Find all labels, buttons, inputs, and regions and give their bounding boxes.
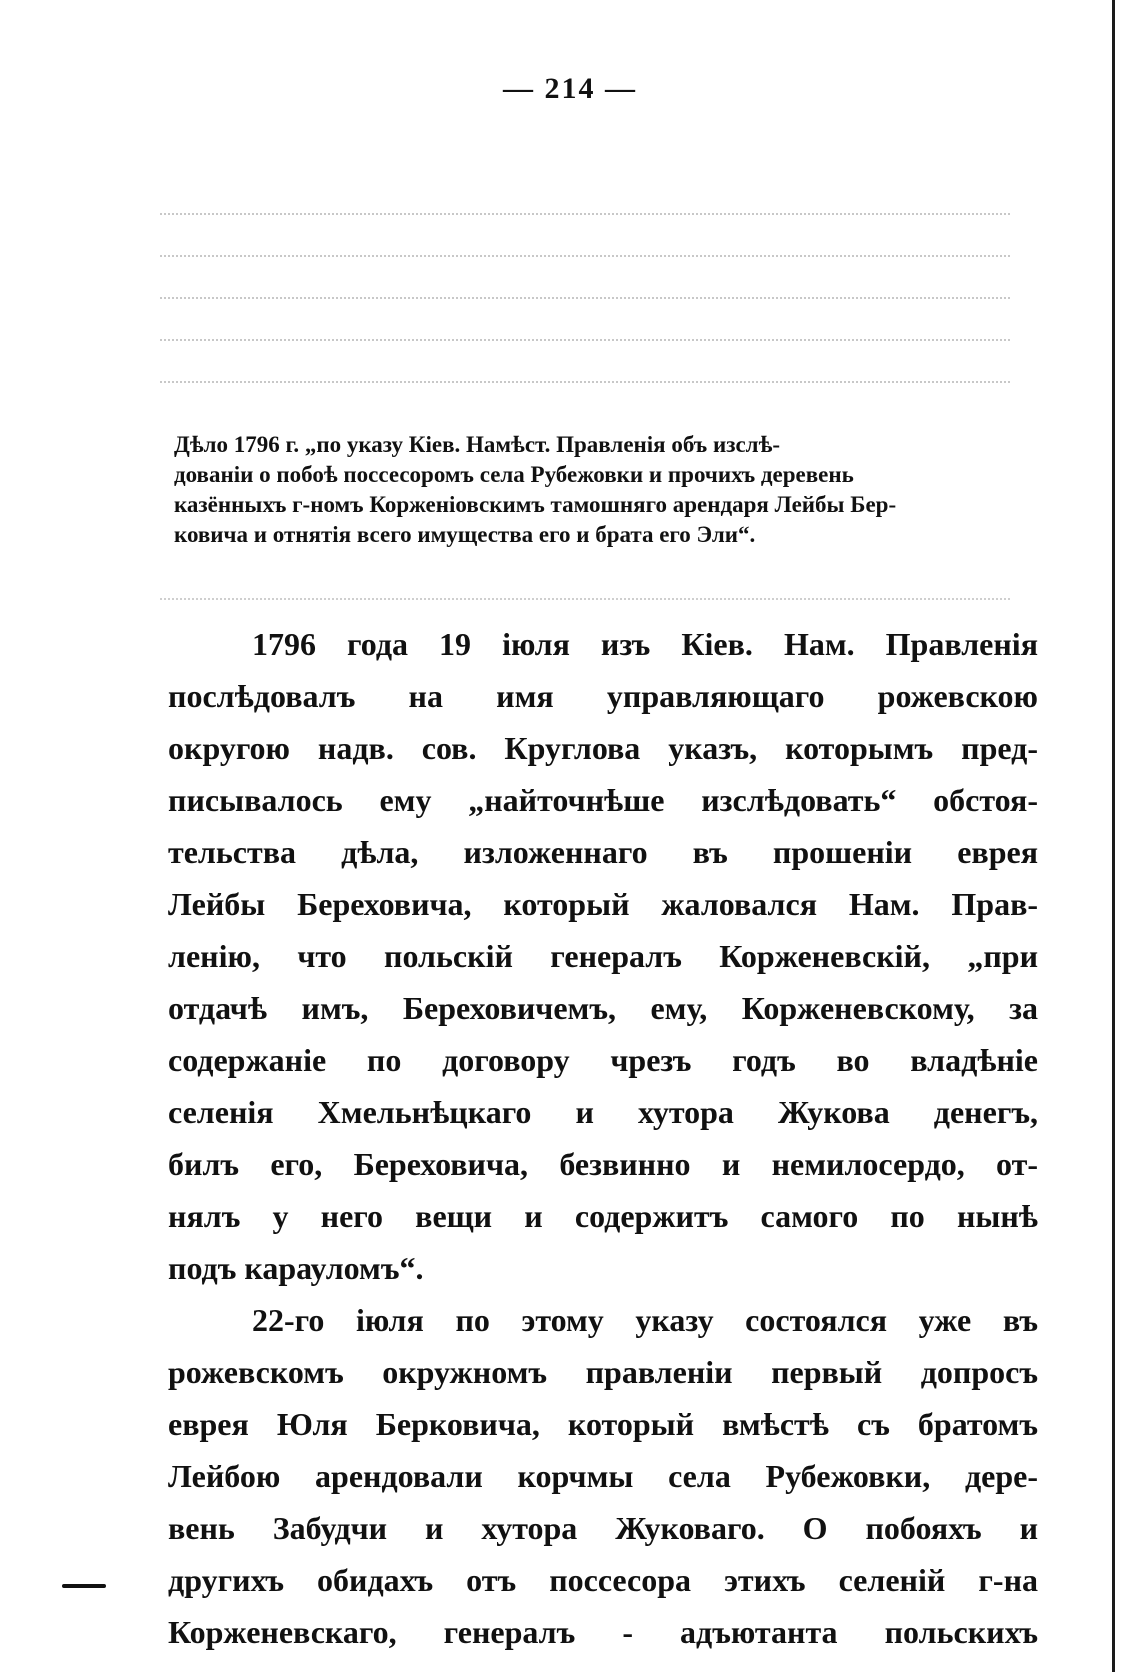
faded-line <box>160 213 1010 217</box>
case-caption <box>174 430 1032 550</box>
caption-line: ковича и отнятія всего имущества его и брата его Эли“. <box>174 522 756 547</box>
paragraph-2 <box>168 1294 1038 1658</box>
text-line: рожевскомъ окружномъ правленіи первый допросъ <box>168 1354 1038 1390</box>
text-line: тельства дѣла, изложеннаго въ прошеніи еврея <box>168 834 1038 870</box>
text-line: 1796 года 19 іюля изъ Кіев. Нам. Правленія <box>252 626 1038 662</box>
text-line: другихъ обидахъ отъ поссесора этихъ селеній г-на <box>168 1562 1038 1598</box>
caption-line: дованіи о побоѣ поссесоромъ села Рубежовки и прочихъ деревень <box>174 462 854 487</box>
text-line: содержаніе по договору чрезъ годъ во владѣніе <box>168 1042 1038 1078</box>
text-line: Корженевскаго, генералъ - адъютанта польскихъ <box>168 1614 1038 1650</box>
paragraph-1 <box>168 618 1038 1294</box>
right-margin-rule <box>1112 0 1115 1672</box>
text-line: Лейбы Береховича, который жаловался Нам. Прав- <box>168 886 1038 922</box>
text-line: вень Забудчи и хутора Жуковаго. О побояхъ и <box>168 1510 1038 1546</box>
faded-line <box>160 381 1010 385</box>
text-line: послѣдовалъ на имя управляющаго рожевскою <box>168 678 1038 714</box>
caption-line: казённыхъ г-номъ Корженіовскимъ тамошняго арендаря Лейбы Бер- <box>174 492 897 517</box>
text-line: отдачѣ имъ, Береховичемъ, ему, Корженевскому, за <box>168 990 1038 1026</box>
faded-line <box>160 255 1010 259</box>
text-line: писывалось ему „найточнѣше изслѣдовать“ обстоя- <box>168 782 1038 818</box>
text-line: подъ карауломъ“. <box>168 1250 424 1286</box>
faded-line <box>160 339 1010 343</box>
text-line: 22-го іюля по этому указу состоялся уже въ <box>252 1302 1038 1338</box>
footer-dash <box>62 1584 106 1588</box>
text-line: ленію, что польскій генералъ Корженевскій, „при <box>168 938 1038 974</box>
faded-line <box>160 297 1010 301</box>
text-line: округою надв. сов. Круглова указъ, которымъ пред- <box>168 730 1038 766</box>
text-line: билъ его, Береховича, безвинно и немилосердо, от- <box>168 1146 1038 1182</box>
text-line: нялъ у него вещи и содержитъ самого по нынѣ <box>168 1198 1038 1234</box>
page-number: — 214 — <box>503 72 637 105</box>
text-line: еврея Юля Берковича, который вмѣстѣ съ братомъ <box>168 1406 1038 1442</box>
text-line: селенія Хмельнѣцкаго и хутора Жукова денегъ, <box>168 1094 1038 1130</box>
faded-separator <box>160 598 1010 602</box>
faded-text-area <box>160 175 1010 420</box>
text-line: Лейбою арендовали корчмы села Рубежовки, дере- <box>168 1458 1038 1494</box>
caption-line: Дѣло 1796 г. „по указу Кіев. Намѣст. Правленія объ изслѣ- <box>174 432 781 457</box>
body-text <box>168 618 1038 1658</box>
